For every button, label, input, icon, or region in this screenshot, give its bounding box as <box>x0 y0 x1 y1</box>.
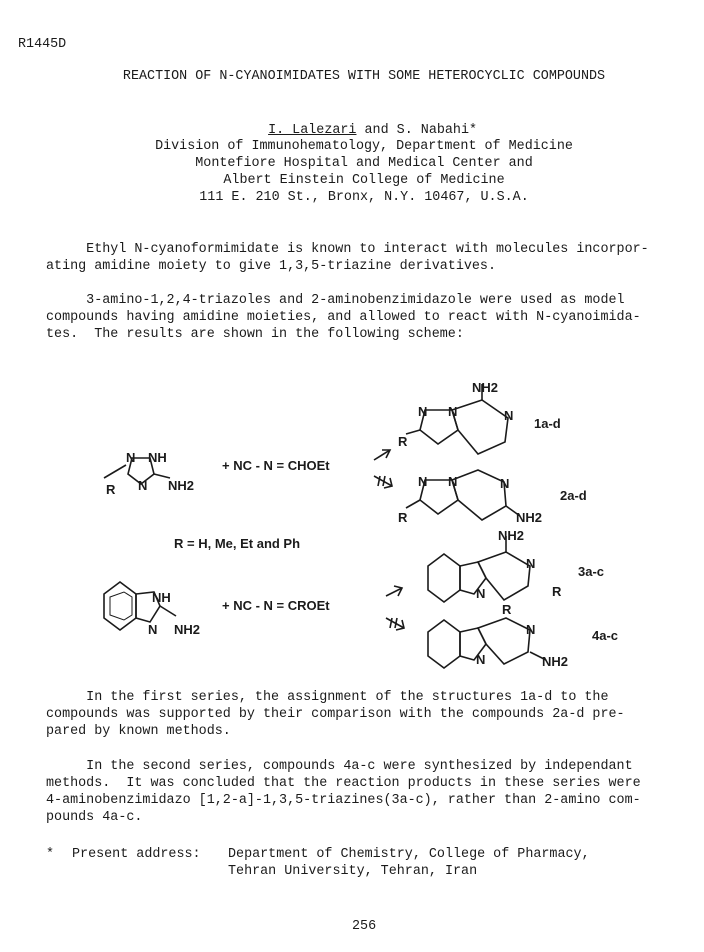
footnote-label: Present address: <box>72 847 201 862</box>
atom-label: N <box>504 408 514 423</box>
footnote-line: Tehran University, Tehran, Iran <box>228 864 478 879</box>
paragraph-line: Ethyl N-cyanoformimidate is known to interact with molecules incorpor- <box>46 242 649 257</box>
atom-label: N <box>476 586 486 601</box>
atom-label: N <box>526 622 536 637</box>
atom-label: N <box>500 476 510 491</box>
substituent-r: R <box>502 602 512 617</box>
amino-label: NH2 <box>472 380 499 395</box>
amino-label: NH2 <box>542 654 569 669</box>
r-definition: R = H, Me, Et and Ph <box>174 536 301 551</box>
atom-label: N <box>418 404 428 419</box>
author-connector: and <box>356 122 397 138</box>
reagent-2: + NC - N = CROEt <box>222 598 330 613</box>
substituent-r: R <box>398 434 408 449</box>
amino-label: NH2 <box>498 528 525 543</box>
page-number: 256 <box>352 919 377 934</box>
authors <box>252 104 477 139</box>
paragraph-line: ating amidine moiety to give 1,3,5-triazine derivatives. <box>46 259 496 274</box>
author-1: I. Lalezari <box>268 122 357 138</box>
atom-label: N <box>526 556 536 571</box>
compound-label-2: 2a-d <box>560 488 587 503</box>
paragraph-line: In the second series, compounds 4a-c were synthesized by independant <box>46 759 633 774</box>
paragraph-line: pounds 4a-c. <box>46 810 143 825</box>
compound-label-4: 4a-c <box>592 628 619 643</box>
affiliation-line: 111 E. 210 St., Bronx, N.Y. 10467, U.S.A. <box>199 190 529 205</box>
footnote-marker: * <box>46 847 55 862</box>
atom-label: N <box>126 450 136 465</box>
paragraph-line: pared by known methods. <box>46 724 231 739</box>
atom-label: N <box>448 404 458 419</box>
document-code: R1445D <box>18 37 67 52</box>
substituent-r: R <box>398 510 408 525</box>
amino-label: NH2 <box>168 478 195 493</box>
reaction-scheme <box>80 372 640 672</box>
paragraph-line: compounds having amidine moieties, and allowed to react with N-cyanoimida- <box>46 310 641 325</box>
atom-label: N <box>418 474 428 489</box>
paragraph-line: 4-aminobenzimidazo [1,2-a]-1,3,5-triazines(3a-c), rather than 2-amino com- <box>46 793 641 808</box>
amino-label: NH2 <box>174 622 201 637</box>
paragraph-line: compounds was supported by their comparison with the compounds 2a-d pre- <box>46 707 625 722</box>
substituent-r: R <box>106 482 116 497</box>
amino-label: NH2 <box>516 510 543 525</box>
affiliation-line: Albert Einstein College of Medicine <box>223 173 505 188</box>
paper-title: REACTION OF N-CYANOIMIDATES WITH SOME HETEROCYCLIC COMPOUNDS <box>122 69 606 84</box>
compound-label-3: 3a-c <box>578 564 605 579</box>
compound-label-1: 1a-d <box>534 416 561 431</box>
affiliation-line: Division of Immunohematology, Department of Medicine <box>155 139 573 154</box>
atom-label: NH <box>148 450 167 465</box>
affiliation-line: Montefiore Hospital and Medical Center and <box>195 156 533 171</box>
reagent-1: + NC - N = CHOEt <box>222 458 330 473</box>
atom-label: N <box>138 478 148 493</box>
atom-label: N <box>476 652 486 667</box>
paragraph-line: tes. The results are shown in the following scheme: <box>46 327 464 342</box>
paragraph-line: 3-amino-1,2,4-triazoles and 2-aminobenzimidazole were used as model <box>46 293 625 308</box>
atom-label: N <box>148 622 158 637</box>
footnote-line: Department of Chemistry, College of Pharmacy, <box>228 847 590 862</box>
substituent-r: R <box>552 584 562 599</box>
paragraph-line: methods. It was concluded that the reaction products in these series were <box>46 776 641 791</box>
atom-label: N <box>448 474 458 489</box>
atom-label: NH <box>152 590 171 605</box>
paragraph-line: In the first series, the assignment of the structures 1a-d to the <box>46 690 609 705</box>
author-2: S. Nabahi* <box>396 122 478 138</box>
